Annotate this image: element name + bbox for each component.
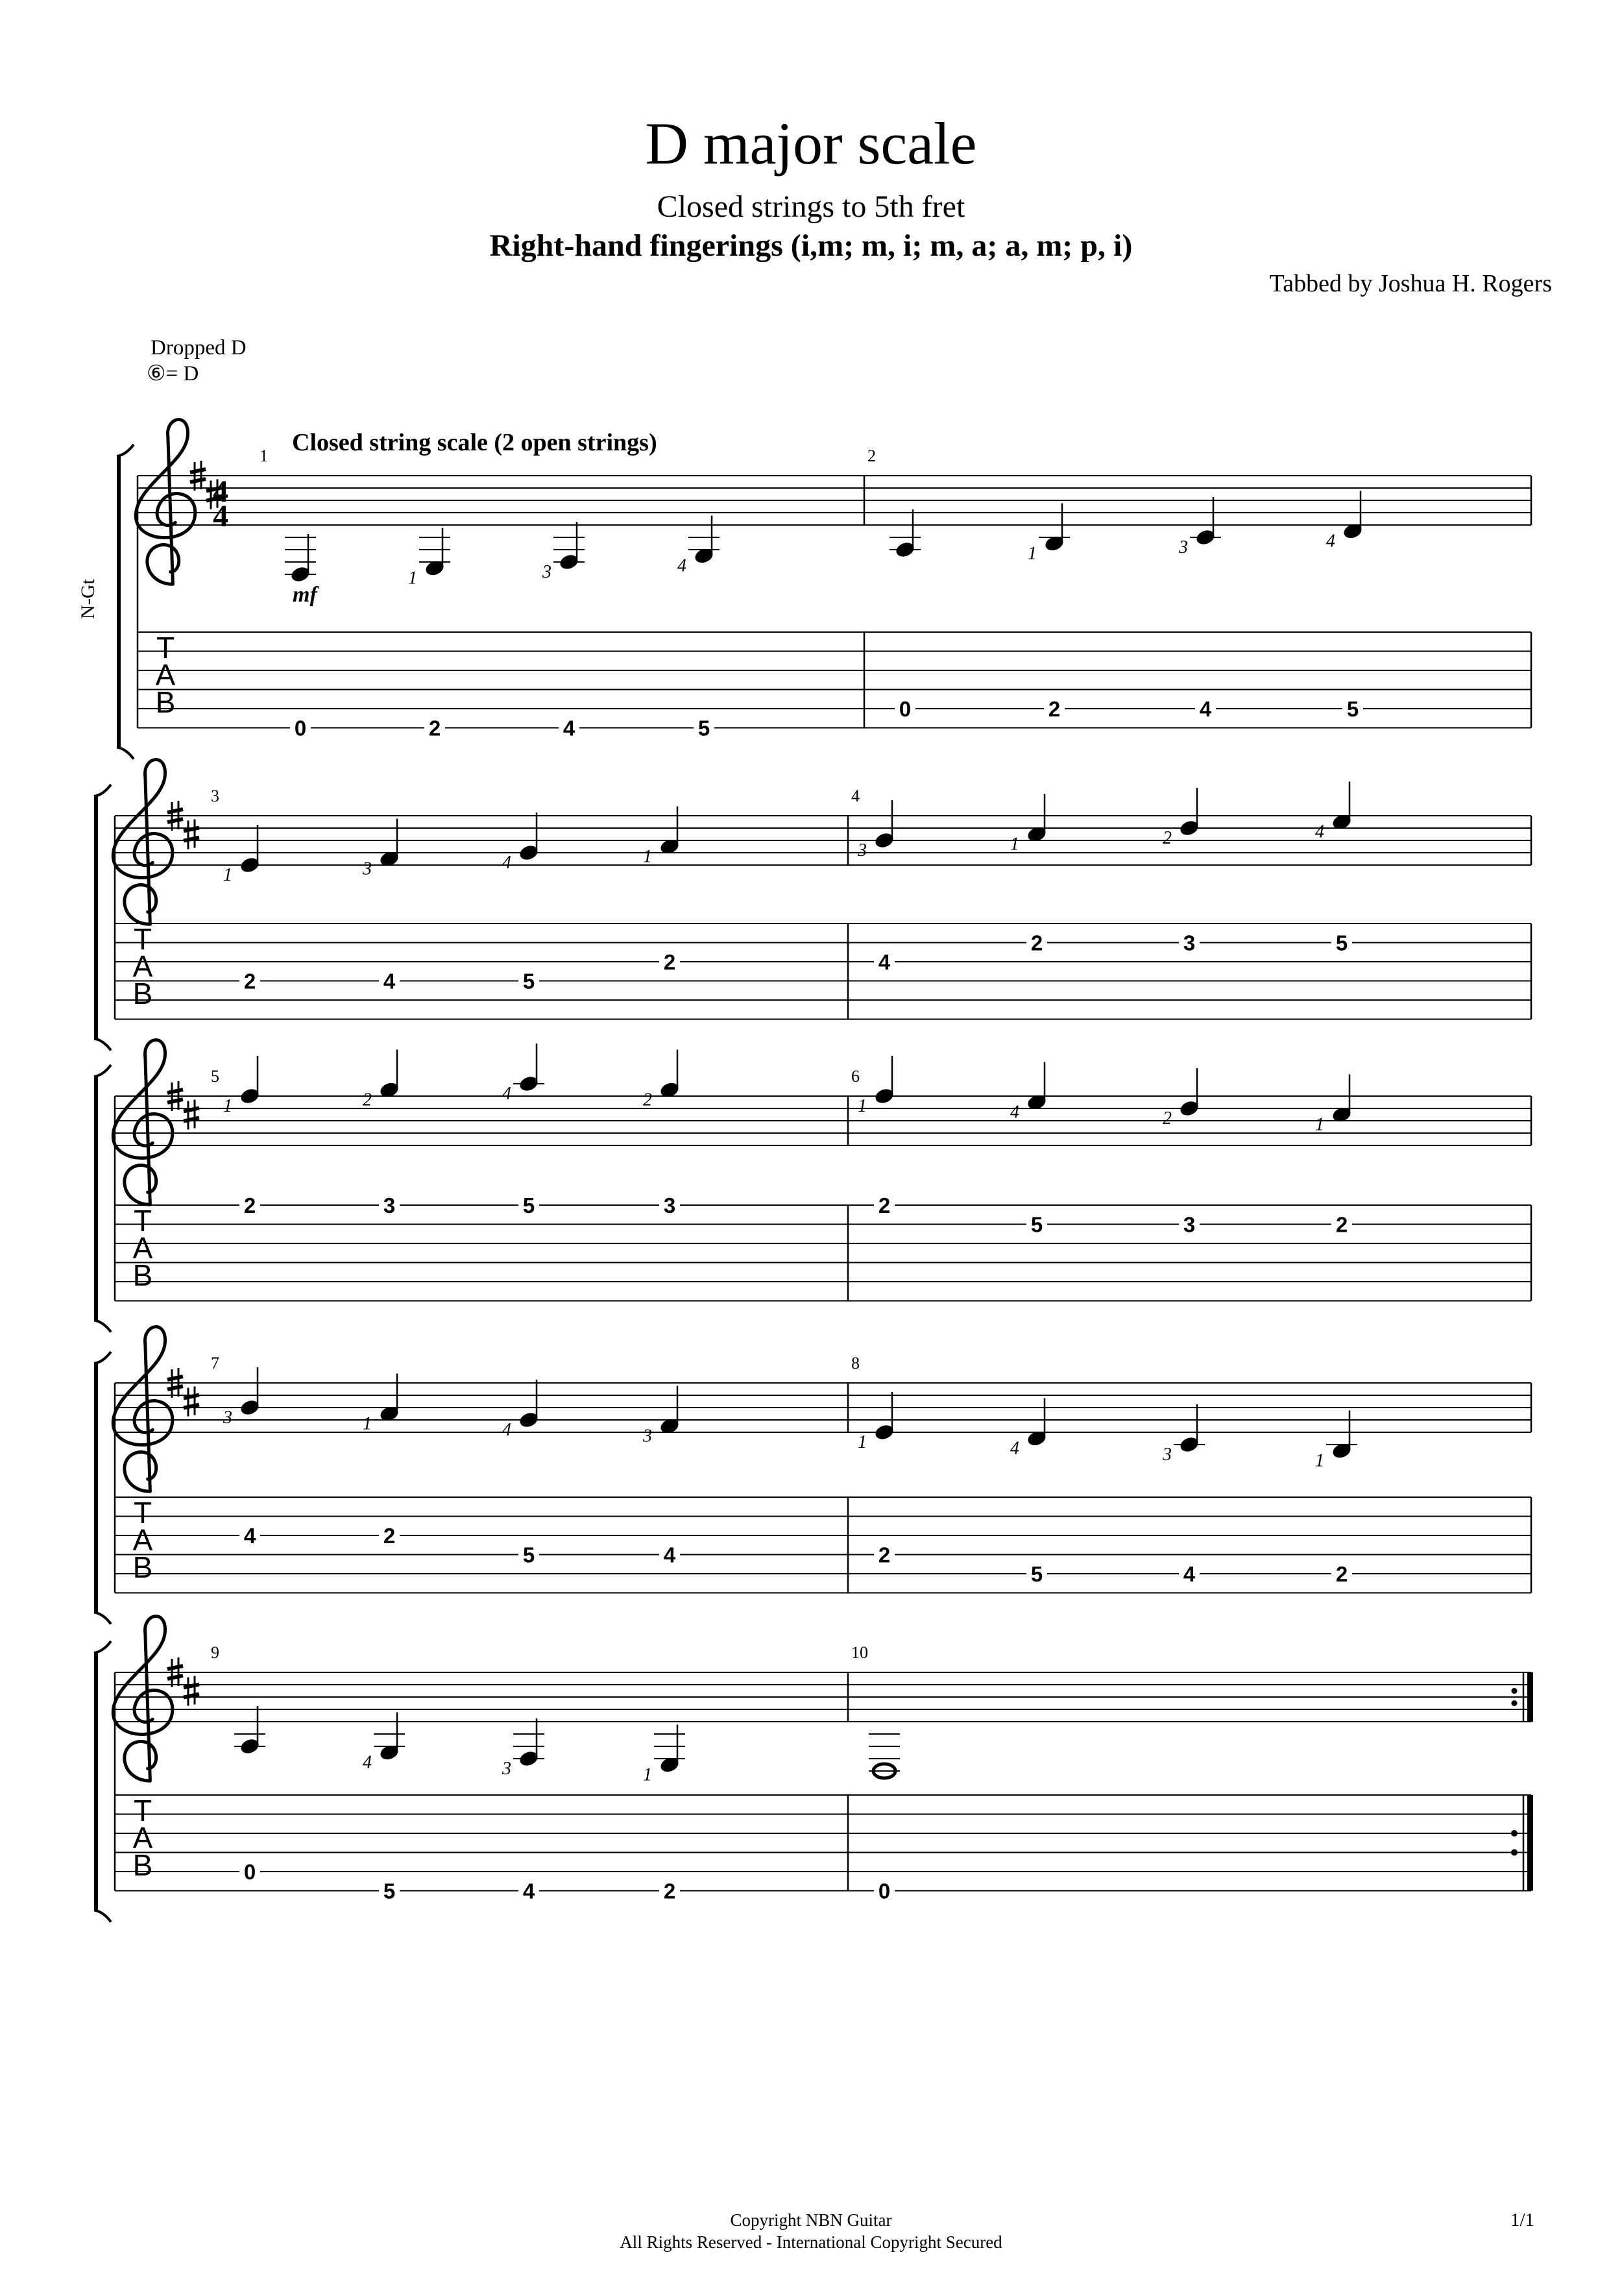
- tab-clef-letter: T: [133, 922, 152, 956]
- time-signature-top: 4: [213, 474, 228, 509]
- note: [1028, 504, 1070, 722]
- tab-fret-number: 4: [563, 716, 575, 740]
- tab-clef-letter: B: [132, 1848, 153, 1882]
- finger-number: 1: [1315, 1114, 1324, 1135]
- treble-clef-icon: [136, 419, 195, 584]
- tab-fret-number: 2: [878, 1543, 891, 1567]
- tab-clef-letter: T: [133, 1204, 152, 1238]
- tab-fret-number: 2: [1030, 931, 1043, 955]
- tab-fret-number: 5: [1346, 697, 1359, 721]
- tab-fret-number: 2: [663, 950, 676, 974]
- note: [677, 516, 720, 740]
- tab-fret-number: 5: [1030, 1212, 1043, 1237]
- copyright-line-2: All Rights Reserved - International Copyright Secured: [620, 2232, 1002, 2252]
- tab-clef-letter: T: [156, 631, 175, 665]
- finger-number: 3: [858, 840, 867, 861]
- system-5: [94, 1616, 1533, 1922]
- tab-clef-letter: A: [132, 949, 153, 983]
- sharp-icon: [184, 1100, 199, 1130]
- measure-number: 3: [211, 787, 219, 805]
- tab-fret-number: 5: [697, 716, 710, 740]
- note: [869, 1734, 900, 1903]
- finger-number: 1: [408, 568, 417, 589]
- tab-fret-number: 0: [294, 716, 307, 740]
- measure-number: 2: [867, 446, 876, 465]
- tab-clef-letter: A: [132, 1821, 153, 1855]
- finger-number: 4: [1315, 822, 1324, 842]
- tuning-string-note: ⑥= D: [147, 362, 199, 385]
- tab-fret-number: 0: [243, 1860, 256, 1884]
- finger-number: 3: [223, 1408, 232, 1428]
- tab-clef-letter: A: [155, 658, 176, 692]
- finger-number: 4: [502, 853, 511, 873]
- sharp-icon: [184, 1676, 199, 1706]
- tab-fret-number: 2: [878, 1193, 891, 1217]
- finger-number: 2: [1163, 828, 1172, 848]
- tab-fret-number: 5: [522, 969, 535, 994]
- note: [363, 1374, 400, 1548]
- time-signature-bottom: 4: [213, 499, 228, 533]
- system-4: [94, 1326, 1531, 1624]
- repeat-dot: [1512, 1700, 1518, 1706]
- note: [1010, 1398, 1048, 1587]
- note: [858, 1392, 895, 1567]
- system-bracket: [94, 1065, 111, 1332]
- note: [857, 800, 895, 974]
- tab-fret-number: 4: [663, 1543, 676, 1567]
- note: [1315, 782, 1353, 955]
- note: [1010, 1062, 1048, 1237]
- note: [1163, 788, 1200, 955]
- note: [502, 1718, 544, 1903]
- note: [642, 1386, 681, 1567]
- finger-number: 1: [858, 1432, 867, 1452]
- finger-number: 2: [1163, 1108, 1172, 1129]
- measure-number: 1: [260, 446, 268, 465]
- measure-number: 8: [851, 1354, 860, 1373]
- finger-number: 1: [643, 846, 652, 867]
- note: [502, 812, 540, 994]
- tab-fret-number: 4: [522, 1879, 535, 1903]
- note: [363, 1713, 405, 1903]
- finger-number: 4: [1326, 531, 1335, 552]
- score-subtitle: Closed strings to 5th fret: [657, 189, 965, 224]
- repeat-dot: [1512, 1688, 1518, 1694]
- finger-number: 1: [1010, 834, 1019, 855]
- note: [542, 522, 585, 740]
- author-credit: Tabbed by Joshua H. Rogers: [1269, 270, 1552, 297]
- copyright-line-1: Copyright NBN Guitar: [730, 2210, 892, 2230]
- finger-number: 4: [1010, 1102, 1019, 1123]
- system-bracket: [117, 445, 134, 759]
- system-bracket: [94, 1641, 111, 1922]
- tab-fret-number: 4: [383, 969, 396, 994]
- repeat-dot: [1511, 1830, 1518, 1837]
- note: [223, 825, 261, 994]
- tab-fret-number: 3: [383, 1193, 396, 1217]
- sharp-icon: [184, 820, 199, 849]
- page-number: 1/1: [1510, 2210, 1534, 2230]
- fingering-instructions: Right-hand fingerings (i,m; m, i; m, a; a, m; p, i): [489, 228, 1133, 263]
- dynamic-marking: mf: [293, 583, 317, 607]
- tab-clef-letter: A: [132, 1231, 153, 1265]
- finger-number: 1: [1028, 543, 1037, 564]
- treble-clef-icon: [113, 1326, 173, 1491]
- finger-number: 4: [502, 1420, 511, 1440]
- finger-number: 1: [643, 1765, 652, 1785]
- tab-fret-number: 5: [522, 1543, 535, 1567]
- measure-number: 5: [211, 1067, 219, 1086]
- finger-number: 1: [223, 865, 232, 885]
- measure-number: 4: [851, 787, 860, 805]
- tab-fret-number: 3: [663, 1193, 676, 1217]
- tab-fret-number: 2: [1048, 697, 1061, 721]
- tab-fret-number: 2: [243, 1193, 256, 1217]
- tab-fret-number: 3: [1183, 1212, 1196, 1237]
- tab-fret-number: 4: [878, 950, 891, 974]
- treble-clef-icon: [113, 1616, 173, 1781]
- tab-fret-number: 4: [243, 1524, 256, 1548]
- tuning-name: Dropped D: [151, 336, 247, 360]
- note: [1178, 497, 1221, 721]
- finger-number: 4: [502, 1084, 511, 1104]
- tab-clef-letter: B: [132, 977, 153, 1010]
- finger-number: 3: [363, 859, 372, 879]
- copyright-notice: [0, 2210, 1622, 2254]
- tab-fret-number: 0: [878, 1879, 891, 1903]
- system-bracket: [94, 1352, 111, 1624]
- finger-number: 3: [1163, 1445, 1172, 1465]
- note: [1163, 1068, 1200, 1237]
- tab-fret-number: 4: [1183, 1562, 1196, 1586]
- tab-fret-number: 0: [899, 697, 912, 721]
- note: [502, 1044, 544, 1217]
- tab-fret-number: 5: [1335, 931, 1348, 955]
- tab-fret-number: 2: [663, 1879, 676, 1903]
- system-bracket: [94, 785, 111, 1051]
- instrument-name: N-Gt: [77, 579, 99, 619]
- system-2: [94, 759, 1531, 1050]
- tab-fret-number: 2: [1335, 1562, 1348, 1586]
- note: [643, 807, 681, 975]
- finger-number: 1: [363, 1413, 372, 1434]
- note: [362, 819, 400, 994]
- finger-number: 3: [1179, 537, 1188, 557]
- measure-number: 9: [211, 1643, 219, 1662]
- score-title: D major scale: [645, 110, 977, 177]
- tab-clef-letter: T: [133, 1496, 152, 1530]
- finger-number: 3: [643, 1426, 652, 1447]
- tab-fret-number: 5: [1030, 1562, 1043, 1586]
- measure-number: 6: [851, 1067, 860, 1086]
- system-1: [77, 419, 1531, 759]
- tab-clef-letter: B: [132, 1258, 153, 1292]
- tab-clef-letter: T: [133, 1794, 152, 1827]
- finger-number: 4: [363, 1752, 372, 1773]
- note: [858, 1056, 895, 1217]
- note: [1315, 1075, 1353, 1237]
- finger-number: 2: [363, 1090, 372, 1110]
- finger-number: 4: [677, 556, 686, 576]
- tab-fret-number: 4: [1199, 697, 1212, 721]
- repeat-end-barline: [1511, 1672, 1533, 1891]
- finger-number: 3: [502, 1759, 511, 1779]
- note: [223, 1056, 261, 1217]
- tab-clef-letter: B: [132, 1550, 153, 1584]
- repeat-dot: [1511, 1850, 1518, 1856]
- finger-number: 1: [858, 1096, 867, 1116]
- tab-fret-number: 2: [383, 1524, 396, 1548]
- note: [223, 1367, 261, 1548]
- treble-clef-icon: [113, 759, 173, 924]
- tab-fret-number: 2: [428, 716, 441, 740]
- tab-clef-letter: B: [155, 685, 176, 719]
- section-label: Closed string scale (2 open strings): [292, 429, 657, 456]
- tab-fret-number: 3: [1183, 931, 1196, 955]
- note: [1010, 794, 1048, 955]
- finger-number: 1: [1315, 1450, 1324, 1471]
- finger-number: 3: [542, 562, 551, 582]
- system-3: [94, 1040, 1531, 1332]
- tab-fret-number: 5: [383, 1879, 396, 1903]
- finger-number: 2: [643, 1090, 652, 1110]
- sharp-icon: [184, 1387, 199, 1417]
- measure-number: 10: [851, 1643, 868, 1662]
- finger-number: 4: [1010, 1438, 1019, 1459]
- tab-fret-number: 2: [243, 969, 256, 994]
- measure-number: 7: [211, 1354, 219, 1373]
- tab-clef-letter: A: [132, 1523, 153, 1557]
- note: [1315, 1411, 1357, 1587]
- tab-fret-number: 2: [1335, 1212, 1348, 1237]
- finger-number: 1: [223, 1096, 232, 1116]
- treble-clef-icon: [113, 1040, 173, 1204]
- tab-fret-number: 5: [522, 1193, 535, 1217]
